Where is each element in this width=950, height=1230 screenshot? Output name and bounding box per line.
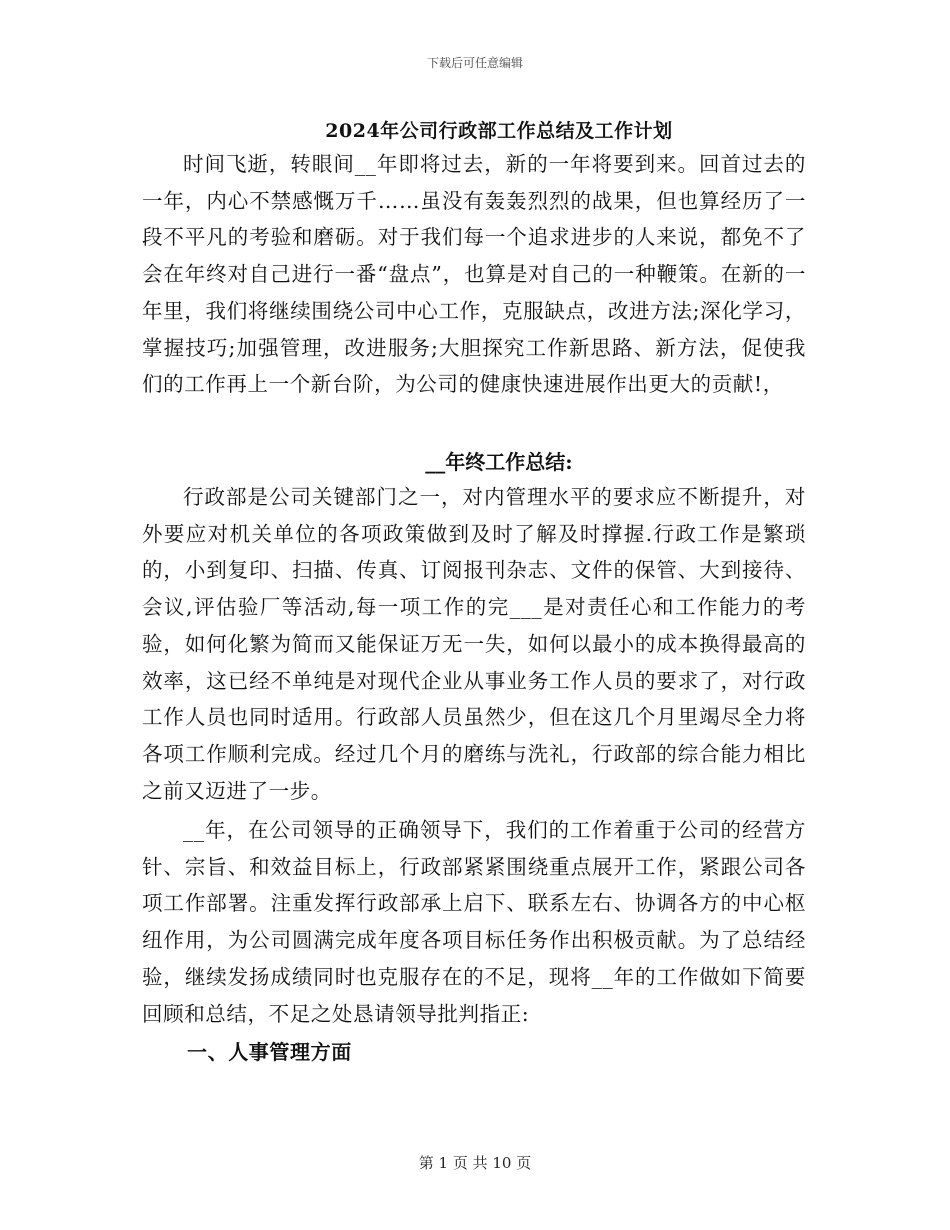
section-heading: __年终工作总结: xyxy=(425,450,573,474)
header-note: 下载后可任意编辑 xyxy=(426,56,523,70)
body-paragraph-2: 行政部是公司关键部门之一，对内管理水平的要求应不断提升，对外要应对机关单位的各项政策做到及时了解及时撑握.行政工作是繁琐的，小到复印、扫描、传真、订阅报刊杂志、文件的保管、大到接待、会议,评估验厂等活动,每一项工作的完___是对责任心和工作能力的考验，如何化繁为简而又能保证万无一失，如何以最小的成本换得最高的效率，这已经不单纯是对现代企业从事业务工作人员的要求了，对行政工作人员也同时适用。行政部人员虽然少，但在这几个月里竭尽全力将各项工作顺利完成。经过几个月的磨练与洗礼，行政部的综合能力相比之前又迈进了一步。 xyxy=(142,485,806,803)
page-number: 第 1 页 共 10 页 xyxy=(418,1154,532,1172)
document-title: 2024年公司行政部工作总结及工作计划 xyxy=(325,120,673,142)
intro-paragraph: 时间飞逝，转眼间__年即将过去，新的一年将要到来。回首过去的一年，内心不禁感慨万千……虽没有轰轰烈烈的战果，但也算经历了一段不平凡的考验和磨砺。对于我们每一个追求进步的人来说，都免不了会在年终对自己进行一番“盘点”，也算是对自己的一种鞭策。在新的一年里，我们将继续围绕公司中心工作，克服缺点，改进方法;深化学习，掌握技巧;加强管理，改进服务;大胆探究工作新思路、新方法，促使我们的工作再上一个新台阶，为公司的健康快速进展作出更大的贡献!， xyxy=(142,152,806,397)
subheading-personnel: 一、人事管理方面 xyxy=(187,1040,352,1064)
body-paragraph-3: __年，在公司领导的正确领导下，我们的工作着重于公司的经营方针、宗旨、和效益目标上，行政部紧紧围绕重点展开工作，紧跟公司各项工作部署。注重发挥行政部承上启下、联系左右、协调各方的中心枢纽作用，为公司圆满完成年度各项目标任务作出积极贡献。为了总结经验，继续发扬成绩同时也克服存在的不足，现将__年的工作做如下简要回顾和总结，不足之处恳请领导批判指正: xyxy=(142,818,806,1026)
